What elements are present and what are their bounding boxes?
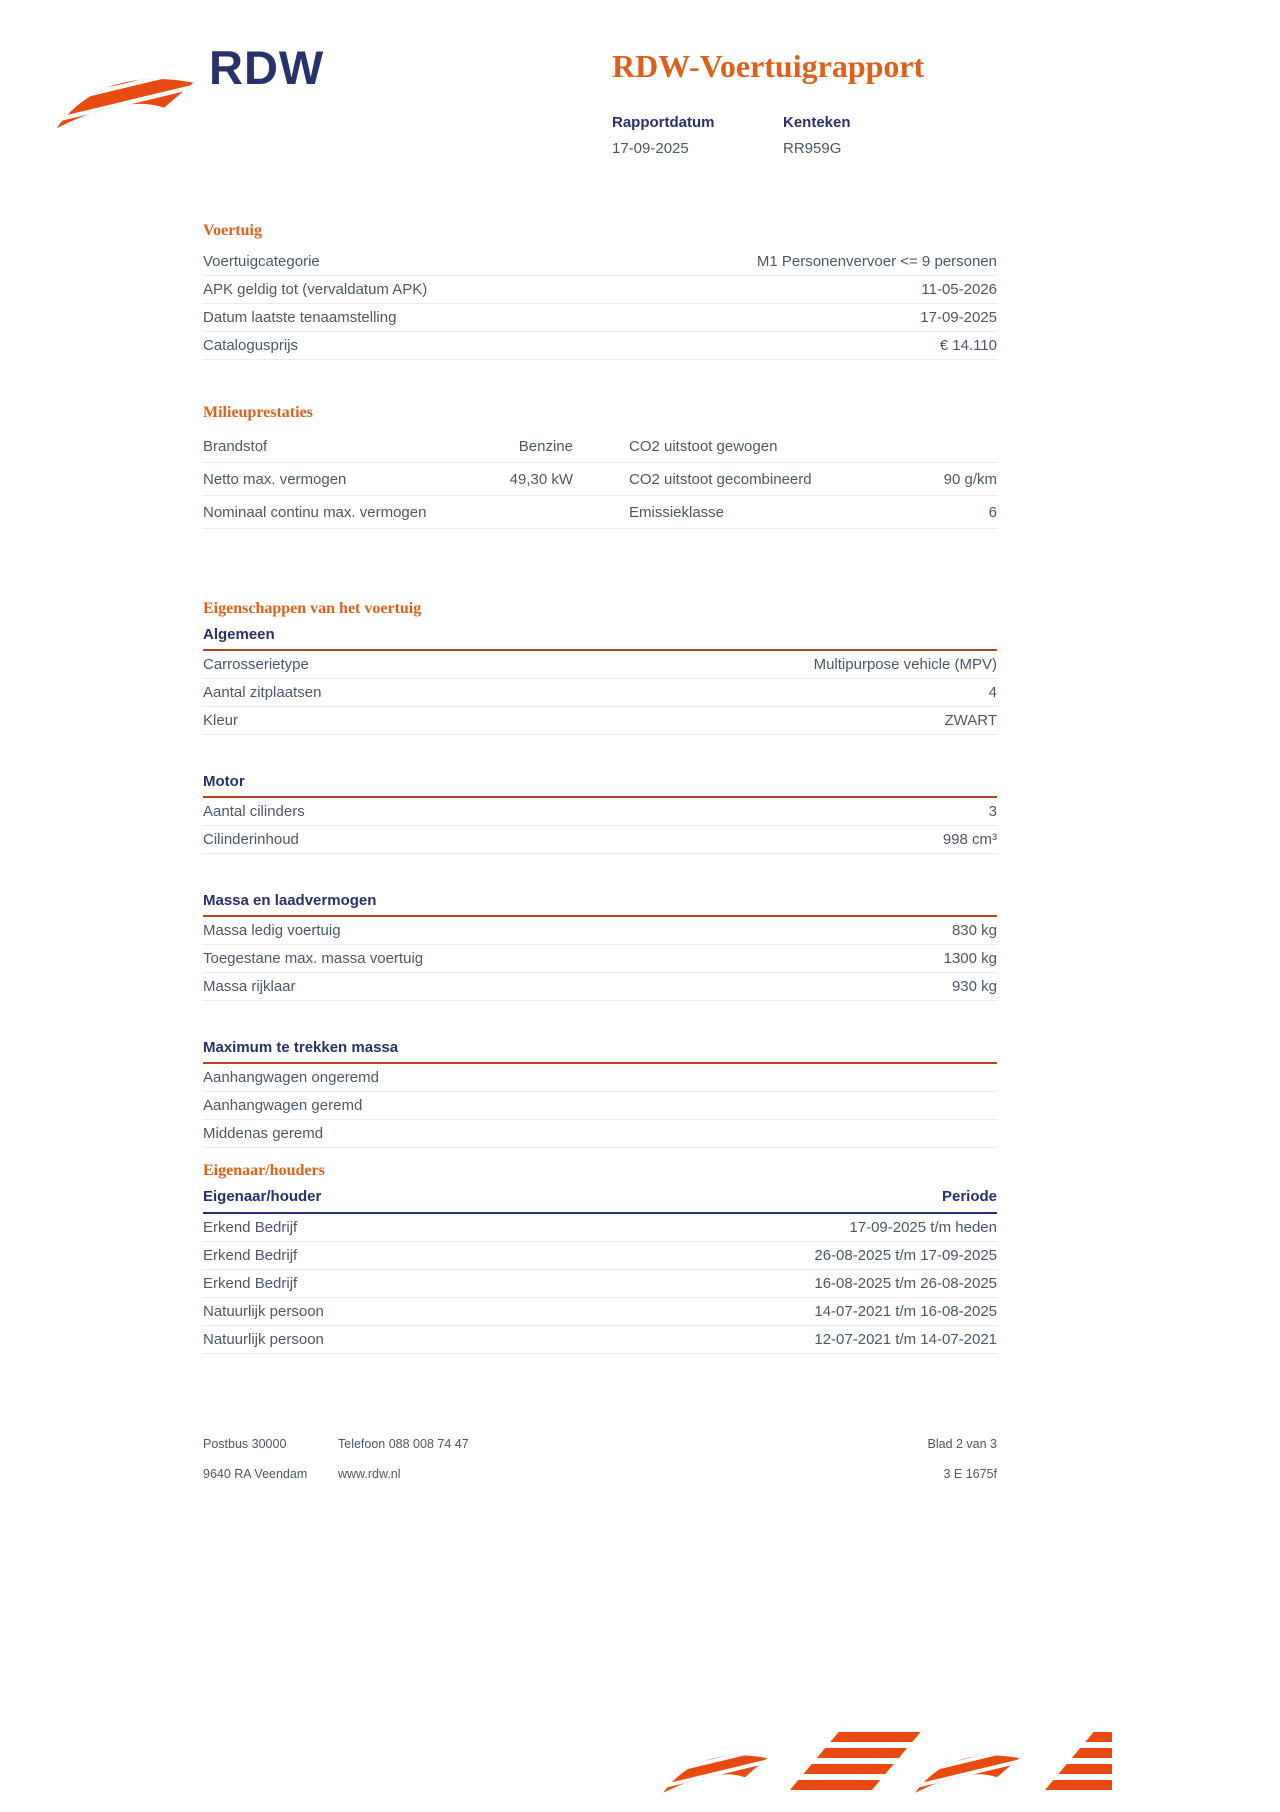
table-row bbox=[203, 973, 997, 1001]
row-label: Brandstof bbox=[203, 437, 268, 455]
table-row bbox=[203, 304, 997, 332]
row-label: Carrosserietype bbox=[203, 656, 309, 673]
table-row bbox=[203, 1242, 997, 1270]
owner-period: 14-07-2021 t/m 16-08-2025 bbox=[814, 1303, 997, 1320]
table-row bbox=[203, 1120, 997, 1148]
table-row bbox=[203, 707, 997, 735]
row-label: Aantal zitplaatsen bbox=[203, 684, 322, 701]
section-title-voertuig: Voertuig bbox=[203, 222, 262, 239]
row-value: 11-05-2026 bbox=[921, 281, 997, 298]
table-row bbox=[203, 1326, 997, 1354]
row-label: Kleur bbox=[203, 712, 239, 729]
row-value: Multipurpose vehicle (MPV) bbox=[813, 656, 997, 673]
footer-decoration bbox=[662, 1722, 1112, 1800]
table-row bbox=[203, 826, 997, 854]
row-label: CO2 uitstoot gewogen bbox=[629, 437, 778, 455]
group-algemeen bbox=[203, 626, 997, 735]
row-value: 1300 kg bbox=[943, 950, 997, 967]
owner-name: Natuurlijk persoon bbox=[203, 1303, 324, 1320]
row-label: Nominaal continu max. vermogen bbox=[203, 503, 427, 521]
row-value: 90 g/km bbox=[943, 470, 997, 488]
page-title: RDW-Voertuigrapport bbox=[612, 48, 925, 84]
table-row bbox=[203, 1214, 997, 1242]
row-label: Aanhangwagen ongeremd bbox=[203, 1069, 379, 1086]
license-plate-value: RR959G bbox=[783, 140, 842, 157]
table-row bbox=[203, 332, 997, 360]
section-eigenaars bbox=[203, 1162, 997, 1354]
row-value: € 14.110 bbox=[939, 337, 997, 354]
section-voertuig bbox=[203, 222, 997, 360]
license-plate-block bbox=[783, 114, 954, 157]
table-row bbox=[203, 496, 997, 529]
row-label: Aanhangwagen geremd bbox=[203, 1097, 363, 1114]
row-label: Voertuigcategorie bbox=[203, 253, 320, 270]
row-value: 6 bbox=[988, 503, 997, 521]
owner-name: Erkend Bedrijf bbox=[203, 1247, 298, 1264]
milieu-table bbox=[203, 430, 997, 529]
row-label: Massa rijklaar bbox=[203, 978, 296, 995]
report-date-value: 17-09-2025 bbox=[612, 140, 689, 157]
group-motor bbox=[203, 773, 997, 854]
row-label: Datum laatste tenaamstelling bbox=[203, 309, 397, 326]
row-value: 3 bbox=[988, 803, 997, 820]
table-row bbox=[203, 651, 997, 679]
page-footer bbox=[203, 1437, 997, 1496]
row-value: 17-09-2025 bbox=[920, 309, 997, 326]
report-date-label: Rapportdatum bbox=[612, 114, 715, 131]
table-row bbox=[203, 1092, 997, 1120]
owners-table-header bbox=[203, 1188, 997, 1214]
row-value: Benzine bbox=[518, 437, 573, 455]
table-row bbox=[203, 1298, 997, 1326]
document-header bbox=[612, 50, 1032, 157]
section-milieuprestaties bbox=[203, 404, 997, 529]
report-meta bbox=[612, 114, 1032, 157]
rdw-flag-pattern-icon bbox=[662, 1722, 1112, 1800]
row-value: 4 bbox=[988, 684, 997, 701]
section-title-milieuprestaties: Milieuprestaties bbox=[203, 404, 313, 421]
row-label: CO2 uitstoot gecombineerd bbox=[629, 470, 812, 488]
table-row bbox=[203, 1270, 997, 1298]
table-row bbox=[203, 430, 997, 463]
row-label: APK geldig tot (vervaldatum APK) bbox=[203, 281, 428, 298]
table-row bbox=[203, 798, 997, 826]
table-row bbox=[203, 945, 997, 973]
owners-col-period: Periode bbox=[941, 1188, 997, 1205]
table-row bbox=[203, 276, 997, 304]
row-label: Aantal cilinders bbox=[203, 803, 305, 820]
row-value: 998 cm³ bbox=[942, 831, 997, 848]
owner-name: Natuurlijk persoon bbox=[203, 1331, 324, 1348]
group-title: Motor bbox=[203, 773, 997, 798]
owner-period: 17-09-2025 t/m heden bbox=[849, 1219, 997, 1236]
owner-period: 12-07-2021 t/m 14-07-2021 bbox=[814, 1331, 997, 1348]
footer-website: www.rdw.nl bbox=[338, 1466, 401, 1481]
row-value: ZWART bbox=[944, 712, 997, 729]
row-label: Emissieklasse bbox=[629, 503, 725, 521]
license-plate-label: Kenteken bbox=[783, 114, 851, 131]
table-row bbox=[203, 1064, 997, 1092]
group-title: Maximum te trekken massa bbox=[203, 1039, 997, 1064]
footer-form-code: 3 E 1675f bbox=[943, 1466, 997, 1481]
table-row bbox=[203, 248, 997, 276]
table-row bbox=[203, 917, 997, 945]
group-title: Massa en laadvermogen bbox=[203, 892, 997, 917]
footer-line bbox=[203, 1437, 997, 1453]
footer-line bbox=[203, 1467, 997, 1483]
footer-phone: Telefoon 088 008 74 47 bbox=[338, 1437, 469, 1451]
group-trekken-massa bbox=[203, 1039, 997, 1148]
row-value: M1 Personenvervoer <= 9 personen bbox=[756, 253, 997, 270]
row-value: 930 kg bbox=[951, 978, 997, 995]
table-row bbox=[203, 679, 997, 707]
footer-city: 9640 RA Veendam bbox=[203, 1466, 308, 1481]
owners-table bbox=[203, 1214, 997, 1354]
row-label: Netto max. vermogen bbox=[203, 470, 347, 488]
row-value: 830 kg bbox=[951, 922, 997, 939]
rdw-logo-text: RDW bbox=[209, 41, 325, 94]
rdw-wing-icon bbox=[55, 56, 195, 130]
section-eigenschappen bbox=[203, 600, 997, 1148]
owner-period: 16-08-2025 t/m 26-08-2025 bbox=[814, 1275, 997, 1292]
owner-period: 26-08-2025 t/m 17-09-2025 bbox=[814, 1247, 997, 1264]
voertuig-table bbox=[203, 248, 997, 360]
owners-col-owner: Eigenaar/houder bbox=[203, 1188, 322, 1205]
row-label: Middenas geremd bbox=[203, 1125, 324, 1142]
report-date-block bbox=[612, 114, 783, 157]
row-label: Cilinderinhoud bbox=[203, 831, 299, 848]
row-value: 49,30 kW bbox=[509, 470, 573, 488]
footer-postbus: Postbus 30000 bbox=[203, 1437, 287, 1451]
row-label: Toegestane max. massa voertuig bbox=[203, 950, 424, 967]
rdw-logo bbox=[55, 41, 325, 130]
section-title-eigenschappen: Eigenschappen van het voertuig bbox=[203, 600, 422, 617]
row-label: Catalogusprijs bbox=[203, 337, 299, 354]
table-row bbox=[203, 463, 997, 496]
owner-name: Erkend Bedrijf bbox=[203, 1275, 298, 1292]
group-title: Algemeen bbox=[203, 626, 997, 651]
row-label: Massa ledig voertuig bbox=[203, 922, 341, 939]
footer-page-indicator: Blad 2 van 3 bbox=[927, 1437, 997, 1451]
group-massa bbox=[203, 892, 997, 1001]
owner-name: Erkend Bedrijf bbox=[203, 1219, 298, 1236]
section-title-eigenaars: Eigenaar/houders bbox=[203, 1162, 325, 1179]
